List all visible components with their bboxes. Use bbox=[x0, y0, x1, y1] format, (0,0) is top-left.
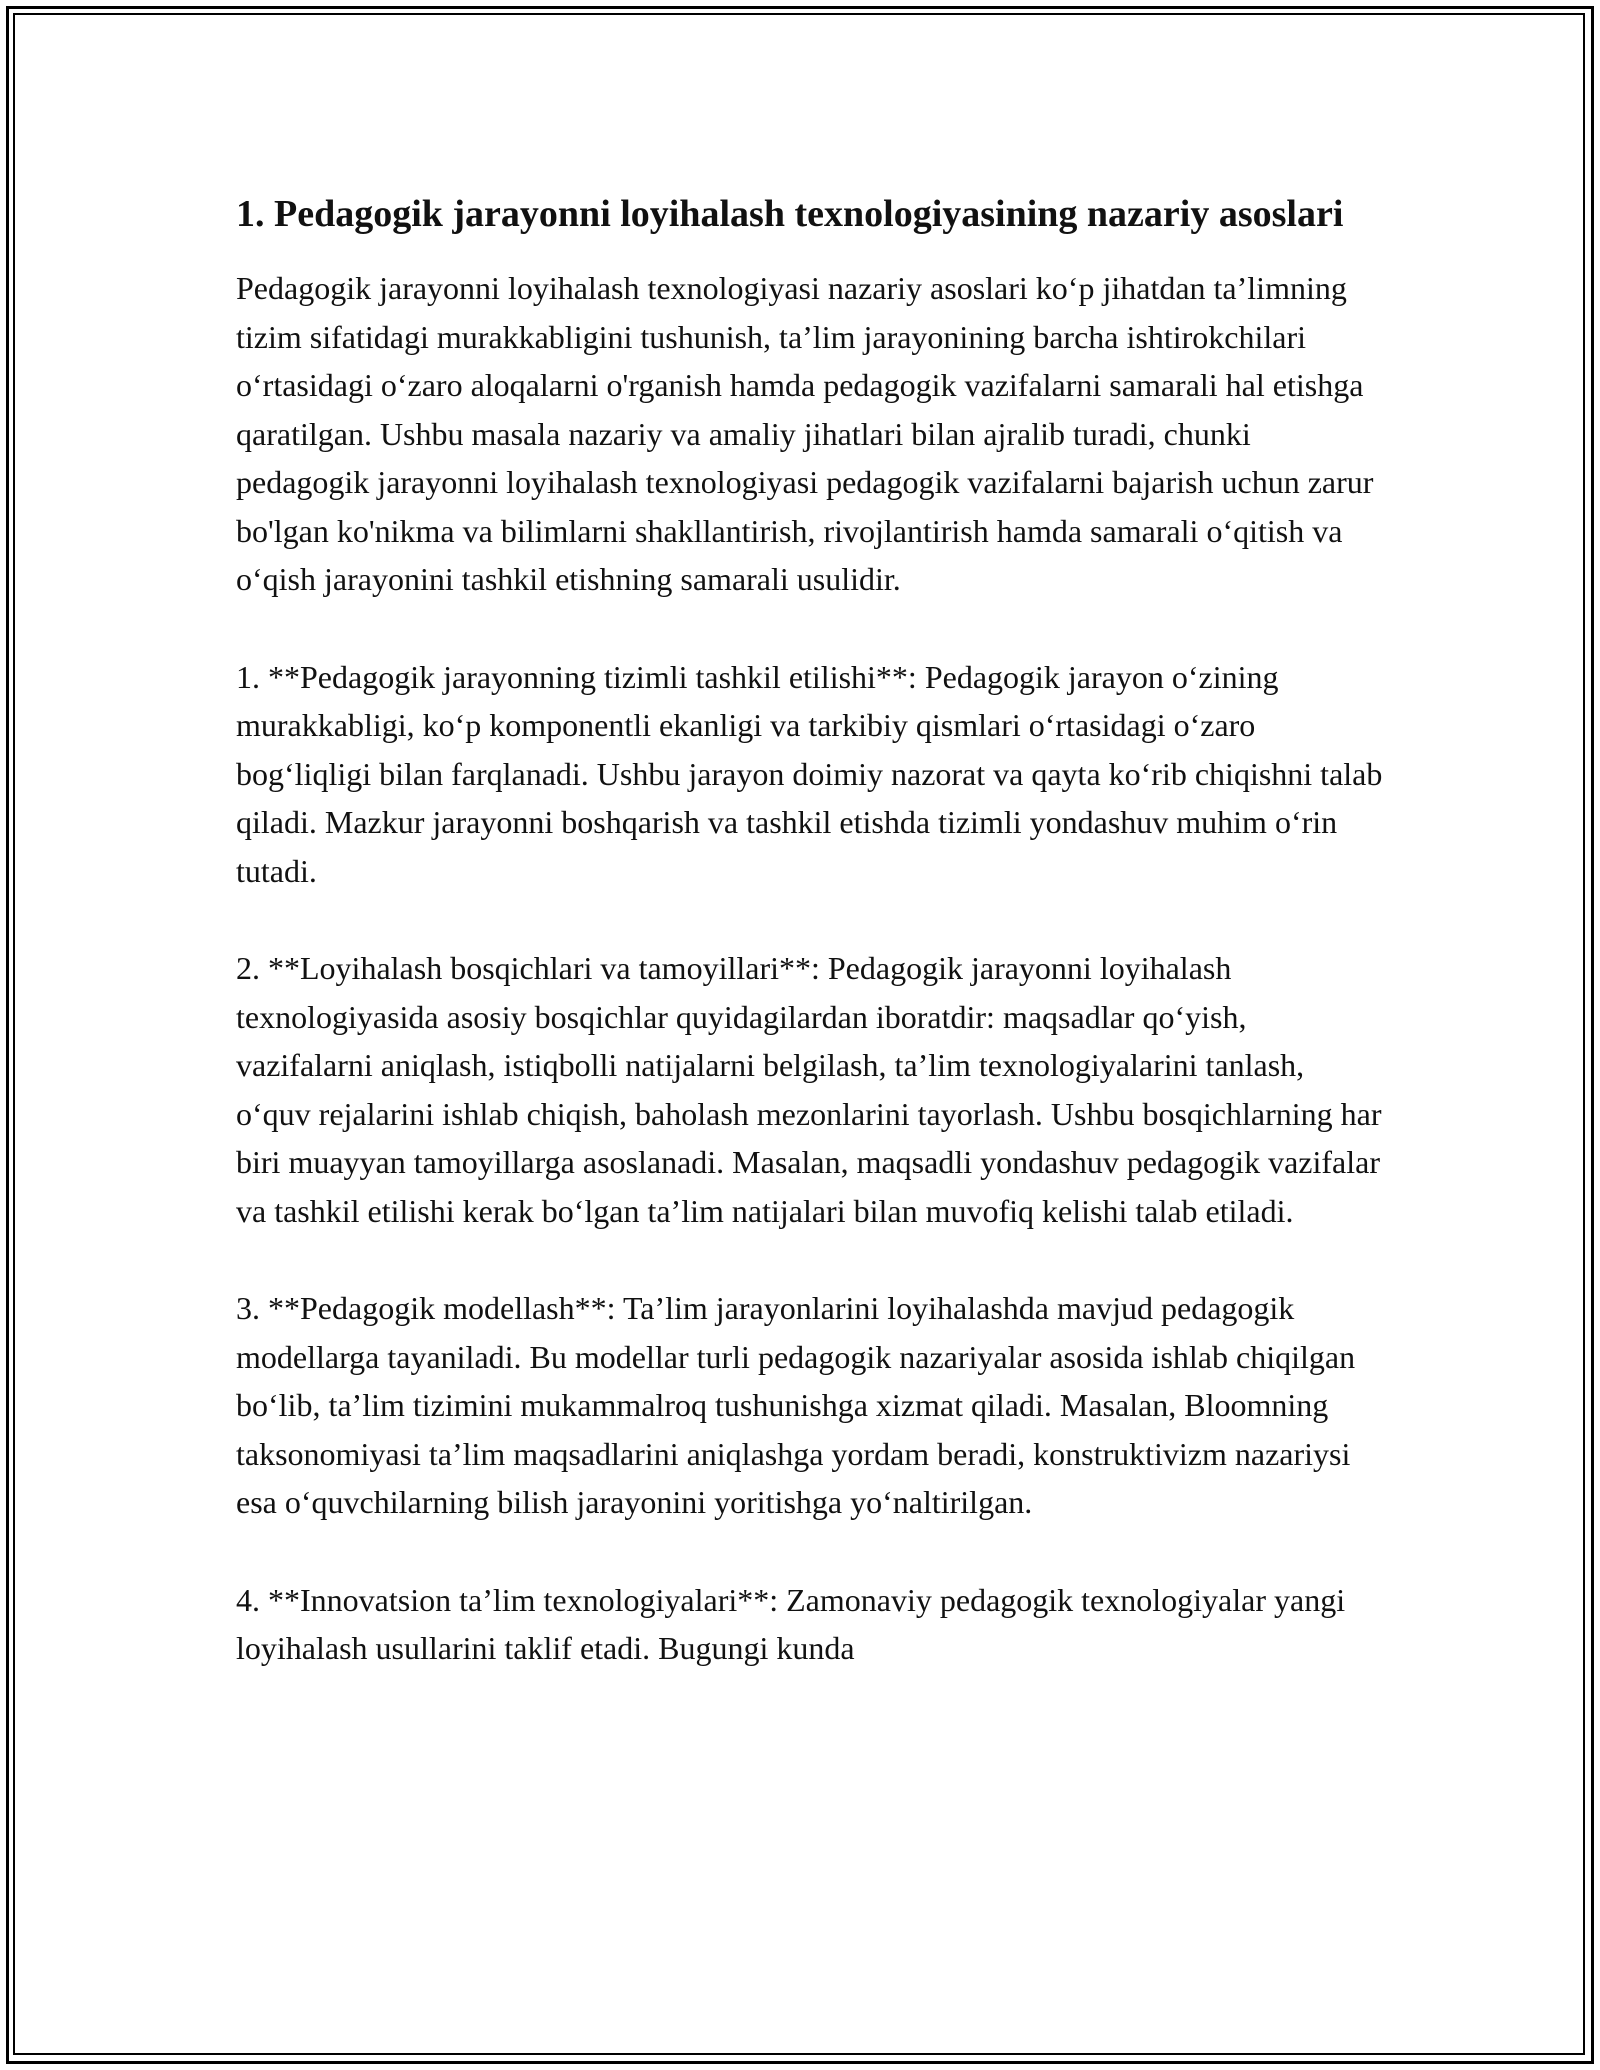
list-item-2: 2. **Loyihalash bosqichlari va tamoyillari**: Pedagogik jarayonni loyihalash texnologiyasida asosiy bosqichlar quyidagilardan iboratdir: maqsadlar qo‘yish, vazifalarni aniqlash, istiqbolli natijalarni belgilash, ta’lim texnologiyalarini tanlash, o‘quv rejalarini ishlab chiqish, baholash mezonlarini tayorlash. Ushbu bosqichlarning har biri muayyan tamoyillarga asoslanadi. Masalan, maqsadli yondashuv pedagogik vazifalar va tashkil etilishi kerak bo‘lgan ta’lim natijalari bilan muvofiq kelishi talab etiladi. bbox=[236, 950, 1382, 1229]
intro-paragraph: Pedagogik jarayonni loyihalash texnologiyasi nazariy asoslari ko‘p jihatdan ta’limning tizim sifatidagi murakkabligini tushunish, ta’lim jarayonining barcha ishtirokchilari o‘rtasidagi o‘zaro aloqalarni o'rganish hamda pedagogik vazifalarni samarali hal etishga qaratilgan. Ushbu masala nazariy va amaliy jihatlari bilan ajralib turadi, chunki pedagogik jarayonni loyihalash texnologiyasi pedagogik vazifalarni bajarish uchun zarur bo'lgan ko'nikma va bilimlarni shakllantirish, rivojlantirish hamda samarali o‘qitish va o‘qish jarayonini tashkil etishning samarali usulidir. bbox=[236, 270, 1374, 597]
list-item-4: 4. **Innovatsion ta’lim texnologiyalari**: Zamonaviy pedagogik texnologiyalar yangi loyihalash usullarini taklif etadi. Bugungi kunda bbox=[236, 1581, 1346, 1666]
list-item-1: 1. **Pedagogik jarayonning tizimli tashkil etilishi**: Pedagogik jarayon o‘zining murakkabligi, ko‘p komponentli ekanligi va tarkibiy qismlari o‘rtasidagi o‘zaro bog‘liqligi bilan farqlanadi. Ushbu jarayon doimiy nazorat va qayta ko‘rib chiqishni talab qiladi. Mazkur jarayonni boshqarish va tashkil etishda tizimli yondashuv muhim o‘rin tutadi. bbox=[236, 658, 1383, 889]
document-body bbox=[236, 188, 1386, 1673]
list-item-3: 3. **Pedagogik modellash**: Ta’lim jarayonlarini loyihalashda mavjud pedagogik modellarga tayaniladi. Bu modellar turli pedagogik nazariyalar asosida ishlab chiqilgan bo‘lib, ta’lim tizimini mukammalroq tushunishga xizmat qiladi. Masalan, Bloomning taksonomiyasi ta’lim maqsadlarini aniqlashga yordam beradi, konstruktivizm nazariysi esa o‘quvchilarning bilish jarayonini yoritishga yo‘naltirilgan. bbox=[236, 1290, 1356, 1520]
section-heading: 1. Pedagogik jarayonni loyihalash texnologiyasining nazariy asoslari bbox=[236, 193, 1344, 235]
